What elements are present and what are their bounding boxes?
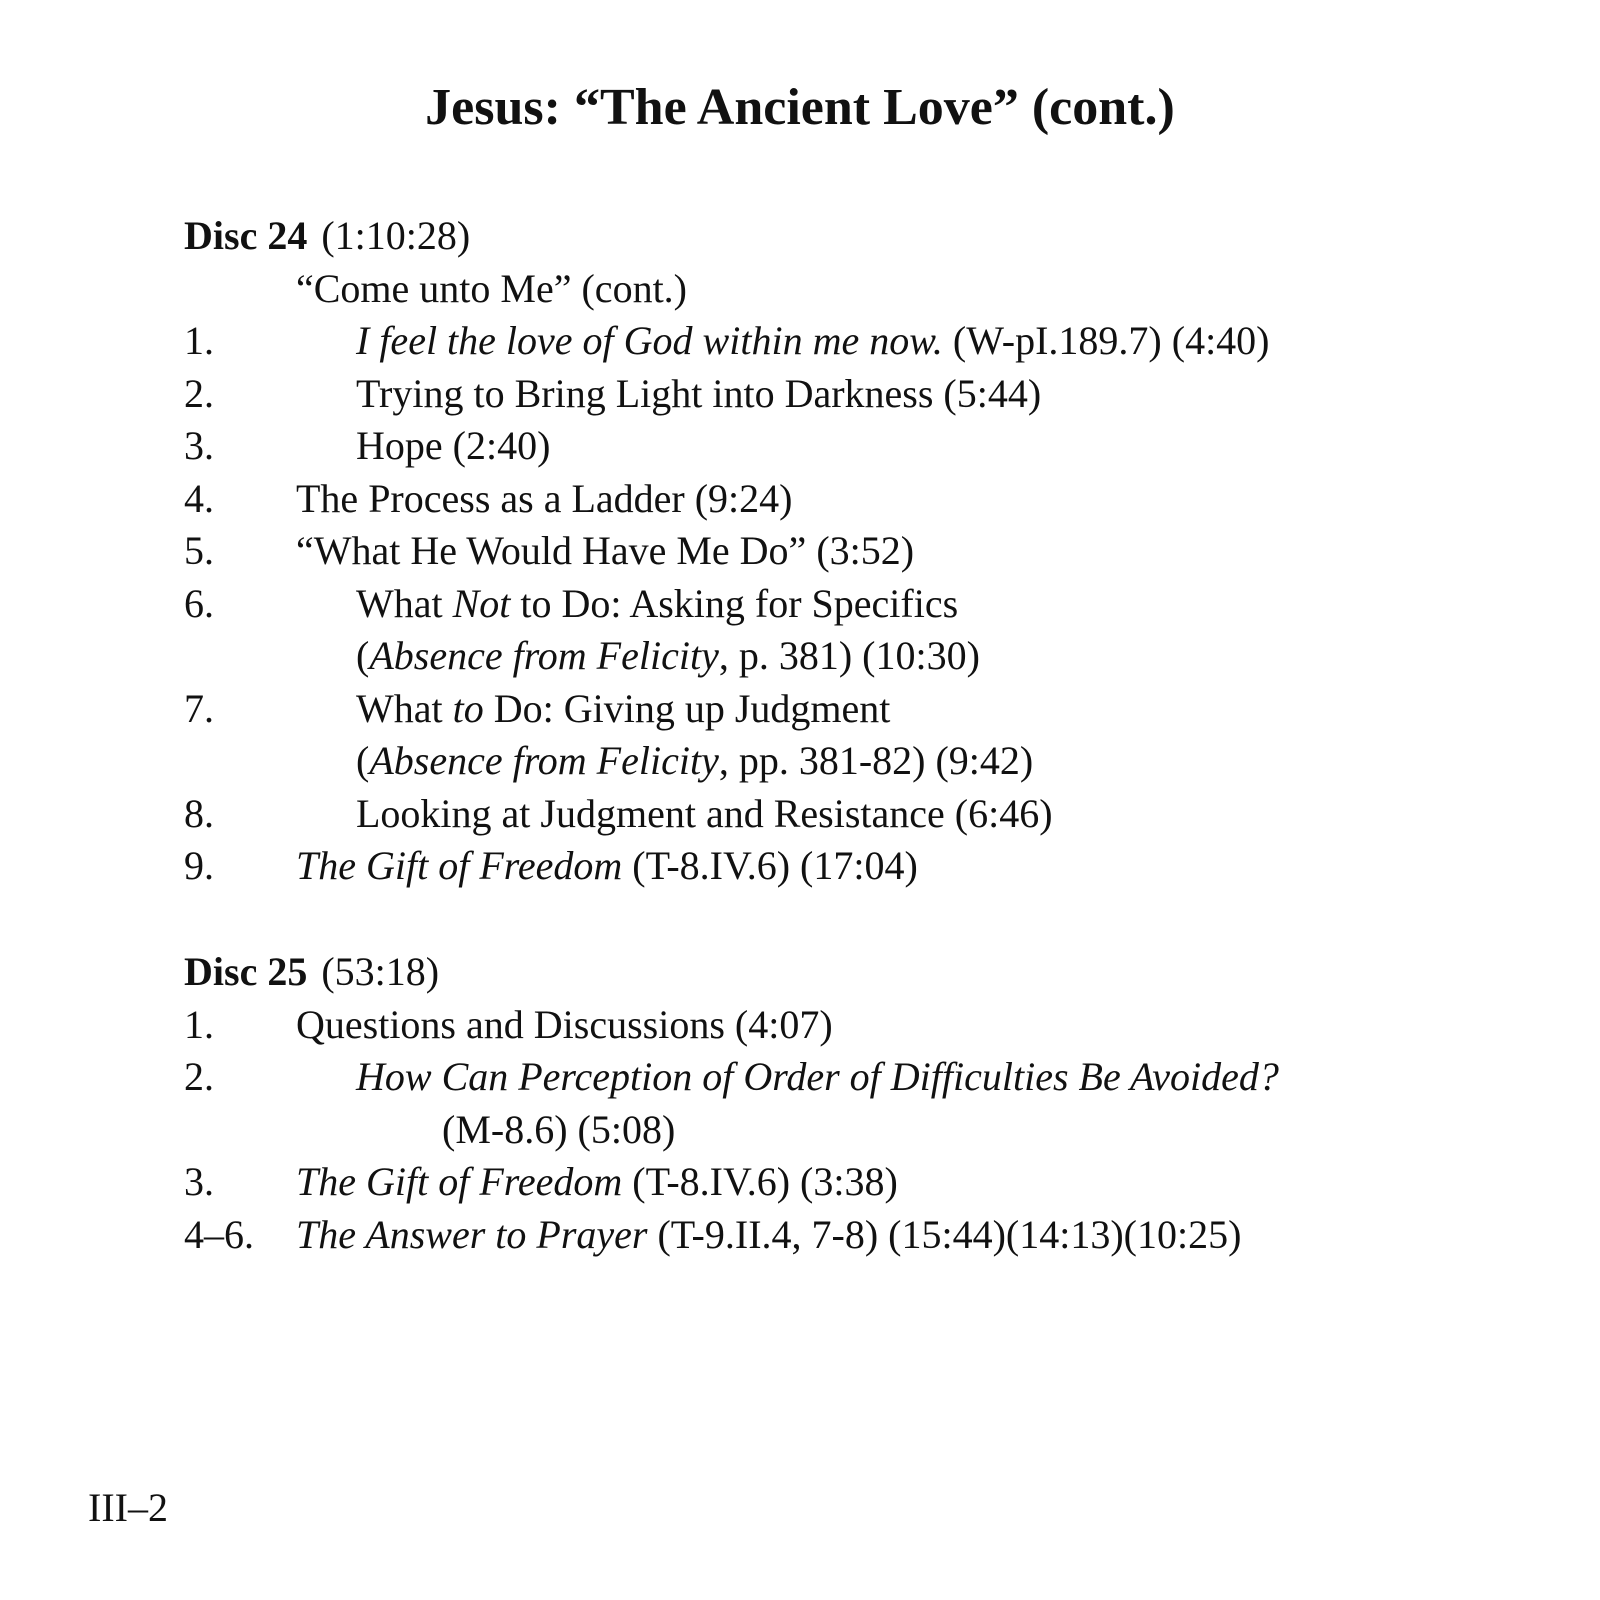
track-title-italic: The Gift of Freedom	[296, 843, 623, 888]
disc-24-duration: (1:10:28)	[321, 213, 471, 258]
track-title	[296, 1209, 1241, 1262]
track-row	[184, 420, 551, 473]
track-title-continuation: (M-8.6) (5:08)	[442, 1106, 676, 1152]
track-title-text: (T-8.IV.6) (17:04)	[622, 843, 918, 888]
track-title-text: (W-pI.189.7) (4:40)	[942, 318, 1270, 363]
track-title-continuation	[356, 630, 980, 683]
track-number: 1.	[184, 1001, 214, 1047]
track-number: 8.	[184, 790, 214, 836]
continuation-pre: (	[356, 633, 370, 678]
track-title-italic: Not	[452, 580, 511, 626]
track-title-italic: The Gift of Freedom	[296, 1159, 623, 1204]
track-number: 2.	[184, 370, 214, 416]
disc-25-header	[184, 946, 439, 999]
disc-25-section	[184, 946, 1279, 1261]
track-title: “What He Would Have Me Do” (3:52)	[296, 528, 915, 573]
page-number: III–2	[88, 1485, 168, 1530]
track-title: Questions and Discussions (4:07)	[296, 1001, 833, 1047]
track-row	[184, 578, 959, 631]
track-title-post: to Do: Asking for Specifics	[510, 580, 959, 626]
track-title-italic: How Can Perception of Order of Difficulties Be Avoided?	[356, 1054, 1279, 1099]
track-row	[184, 473, 793, 526]
track-row	[184, 999, 833, 1052]
track-title-italic: to	[452, 685, 484, 731]
track-title	[296, 840, 918, 893]
track-continuation-row	[184, 630, 980, 683]
track-row	[184, 683, 891, 736]
track-title-italic: The Answer to Prayer	[296, 1211, 648, 1257]
track-title: Looking at Judgment and Resistance (6:46)	[356, 790, 1053, 836]
track-title-text: (T-9.II.4, 7-8) (15:44)(14:13)(10:25)	[647, 1211, 1242, 1257]
track-number: 1.	[184, 318, 214, 363]
track-title-continuation	[356, 735, 1033, 788]
track-number: 3.	[184, 423, 214, 468]
track-row	[184, 1209, 1242, 1262]
track-number: 7.	[184, 685, 214, 731]
track-continuation-row	[184, 1104, 676, 1157]
track-title	[356, 1051, 1279, 1104]
continuation-italic: Absence from Felicity	[369, 633, 719, 678]
track-continuation-row	[184, 735, 1034, 788]
track-title: The Process as a Ladder (9:24)	[296, 475, 793, 521]
track-row	[184, 1156, 898, 1209]
track-number: 5.	[184, 528, 214, 573]
disc-24-header	[184, 210, 470, 263]
disc-24-subheading-row	[184, 263, 687, 316]
track-number: 9.	[184, 843, 214, 888]
track-title-post: Do: Giving up Judgment	[483, 685, 891, 731]
track-number: 3.	[184, 1159, 214, 1204]
continuation-post: , pp. 381-82) (9:42)	[718, 738, 1034, 783]
track-title	[296, 1156, 898, 1209]
page-title: Jesus: “The Ancient Love” (cont.)	[425, 79, 1175, 136]
disc-24-label: Disc 24	[184, 213, 308, 258]
disc-25-label: Disc 25	[184, 949, 308, 994]
disc-25-duration: (53:18)	[321, 949, 440, 994]
track-row	[184, 525, 915, 578]
continuation-italic: Absence from Felicity	[369, 738, 719, 783]
track-title: Hope (2:40)	[356, 423, 551, 468]
track-number: 6.	[184, 580, 214, 626]
track-title-italic: I feel the love of God within me now.	[356, 318, 943, 363]
continuation-post: , p. 381) (10:30)	[718, 633, 980, 678]
disc-24-section	[184, 210, 1270, 893]
track-title: Trying to Bring Light into Darkness (5:44)	[356, 370, 1042, 416]
track-row	[184, 315, 1270, 368]
track-number: 2.	[184, 1054, 214, 1099]
continuation-pre: (	[356, 738, 370, 783]
track-title-pre: What	[356, 685, 453, 731]
track-row	[184, 840, 918, 893]
track-row	[184, 1051, 1279, 1104]
track-title	[356, 578, 958, 631]
track-number: 4.	[184, 475, 214, 521]
track-row	[184, 368, 1042, 421]
track-title-pre: What	[356, 580, 453, 626]
track-row	[184, 788, 1053, 841]
track-title	[356, 315, 1270, 368]
track-title	[356, 683, 890, 736]
track-number: 4–6.	[184, 1211, 254, 1257]
disc-24-subheading: “Come unto Me” (cont.)	[296, 265, 687, 311]
track-title-text: (T-8.IV.6) (3:38)	[622, 1159, 898, 1204]
